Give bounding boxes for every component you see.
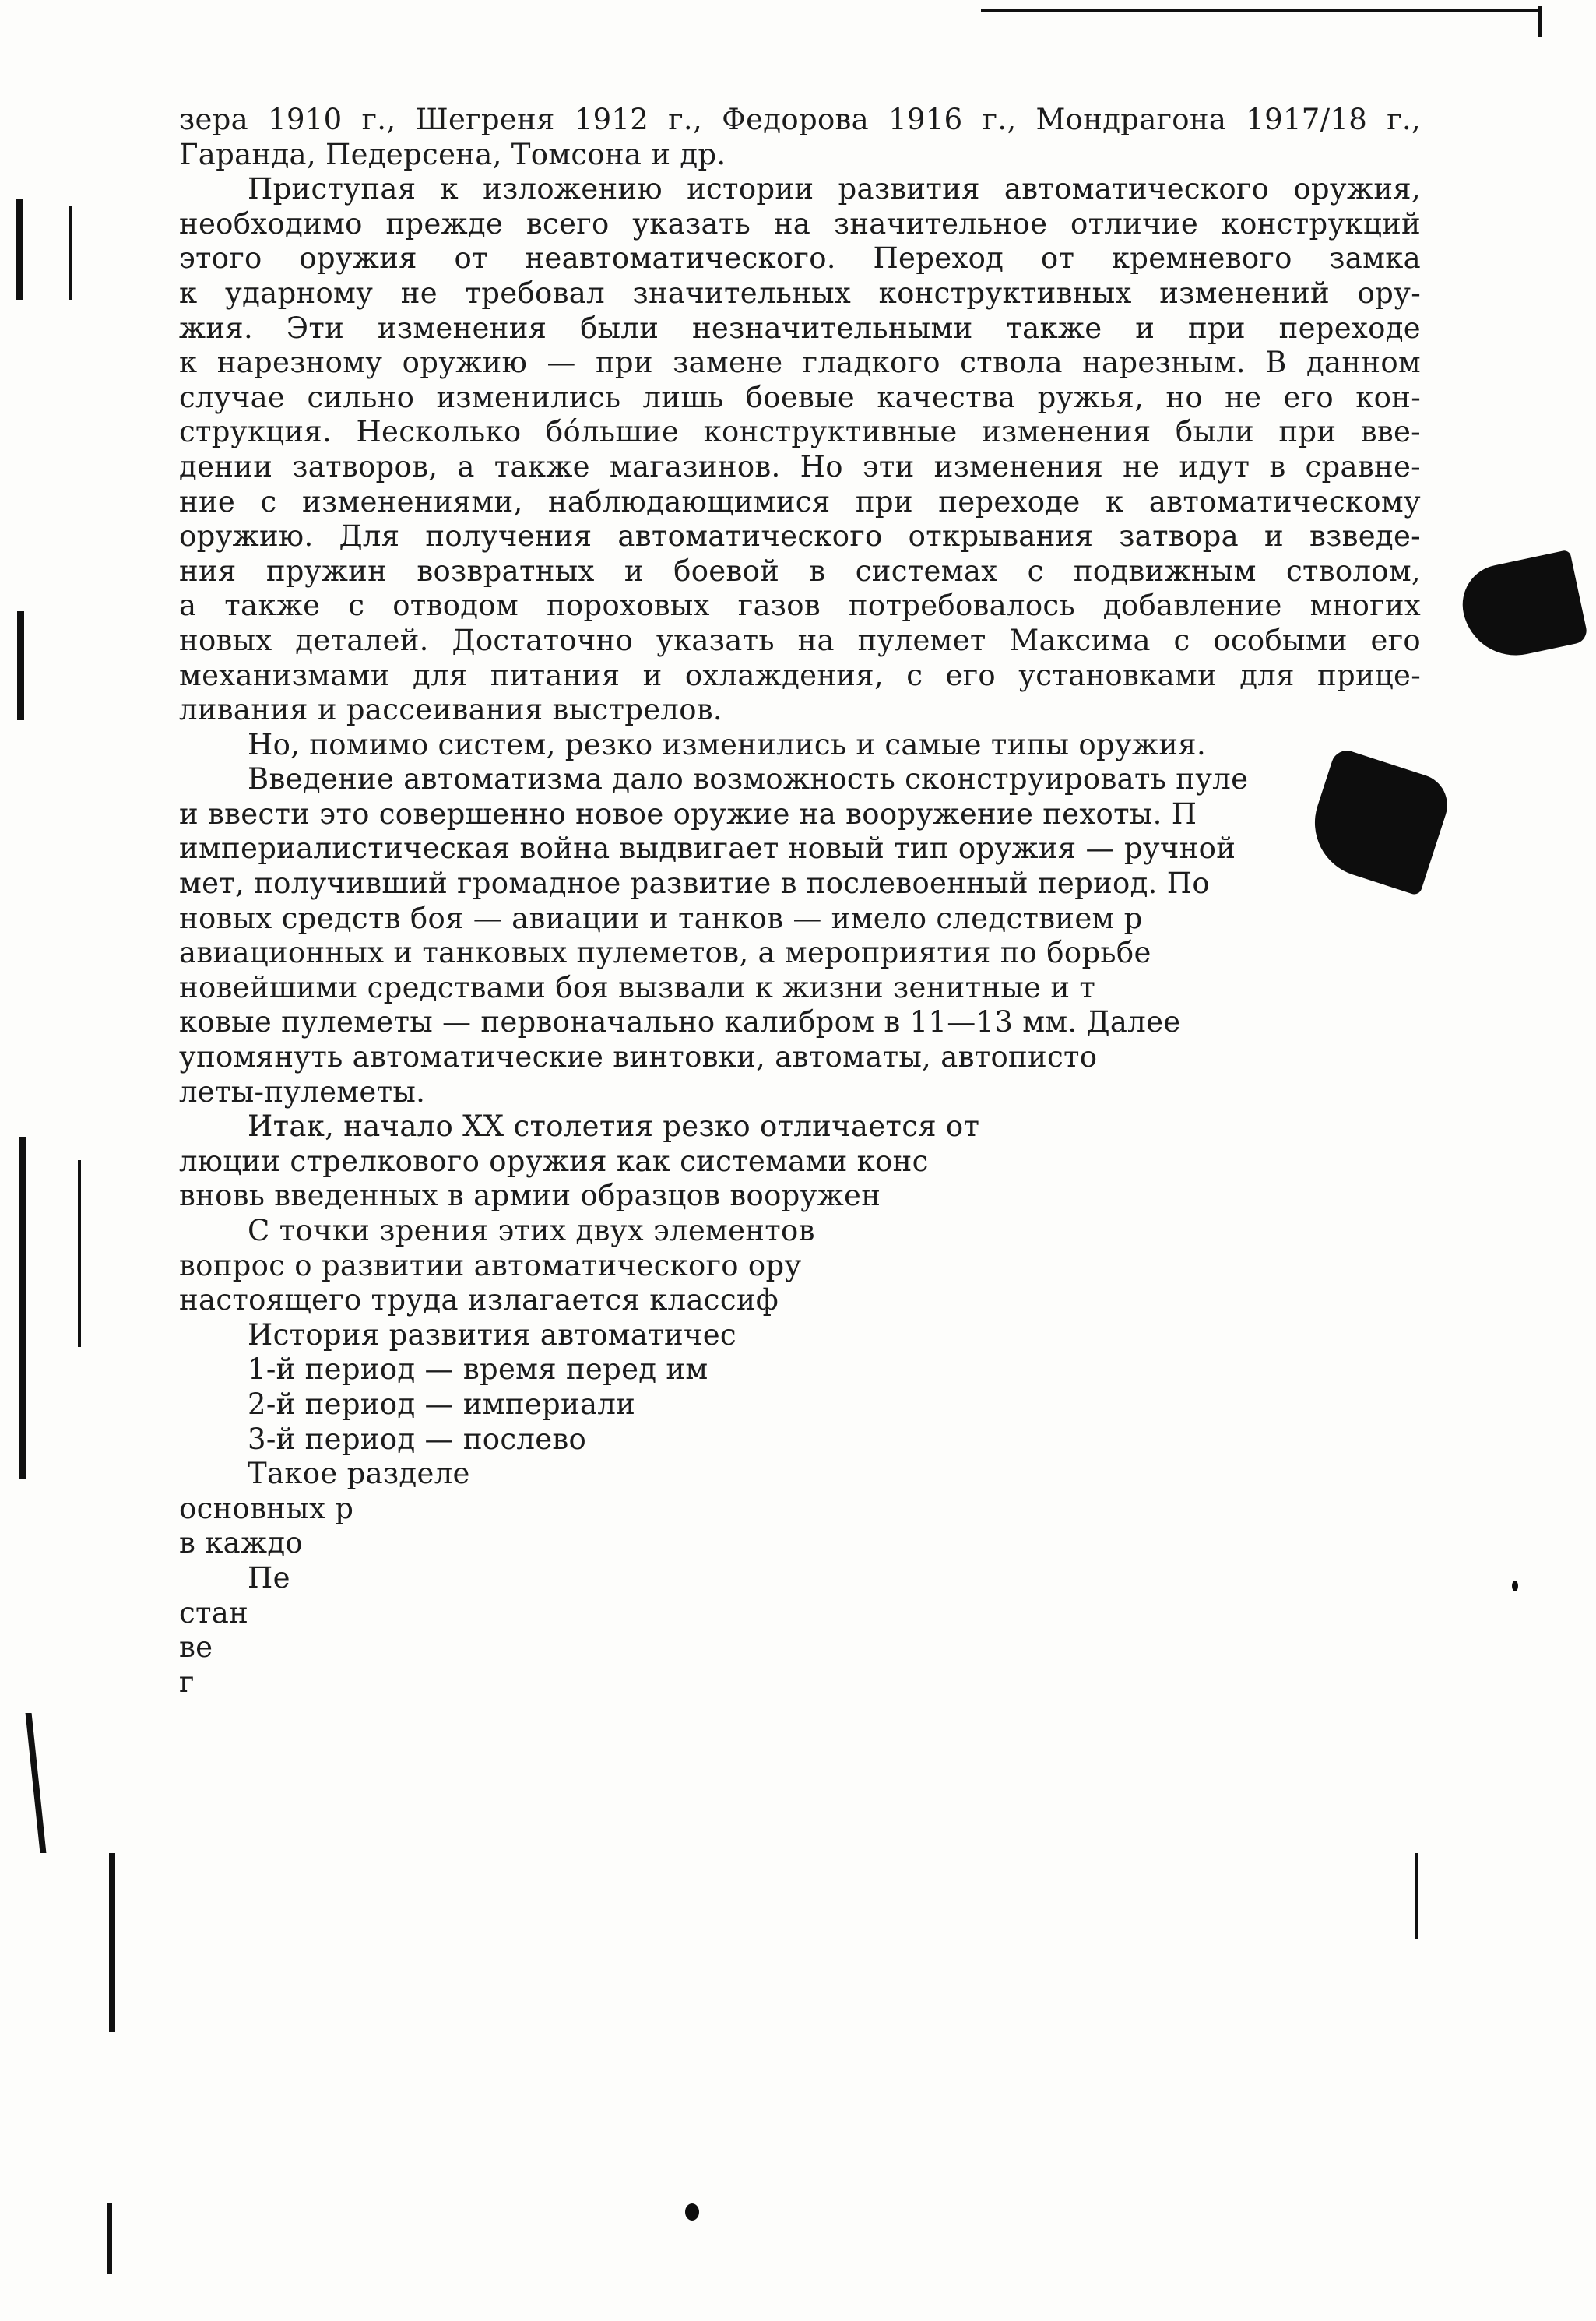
text-line: Пе [248,1560,290,1595]
text-line: ве [179,1630,213,1665]
text-line: ковые пулеметы — первоначально калибром в 11—13 мм. Далее [179,1005,1181,1039]
text-line: упомянуть автоматические винтовки, автоматы, автописто [179,1040,1098,1074]
text-line: новых средств боя — авиации и танков — имело следствием р [179,901,1143,935]
left-margin-mark [78,1160,81,1347]
text-line: мет, получивший громадное развитие в послевоенный период. По [179,867,1210,901]
text-line: Но, помимо систем, резко изменились и самые типы оружия. [248,727,1207,761]
text-line: История развития автоматичес [248,1317,736,1352]
text-line: а также с отводом пороховых газов потребовалось добавление многих [179,589,1421,623]
text-line: Такое разделе [248,1457,470,1491]
text-line: к ударному не требовал значительных конструктивных изменений ору- [179,276,1421,310]
text-line: настоящего труда излагается классиф [179,1283,779,1317]
text-line: авиационных и танковых пулеметов, а мероприятия по борьбе [179,936,1151,970]
text-line: новых деталей. Достаточно указать на пулемет Максима с особыми его [179,623,1421,657]
text-line: люции стрелкового оружия как системами конс [179,1144,929,1178]
text-line: ния пружин возвратных и боевой в системах с подвижным стволом, [179,554,1421,588]
left-margin-mark [16,199,23,300]
text-line: дении затворов, а также магазинов. Но эти изменения не идут в сравне- [179,449,1421,484]
text-line: Введение автоматизма дало возможность сконструировать пуле [248,762,1249,797]
left-margin-mark [17,611,24,720]
ink-blot [1455,550,1589,666]
text-line: этого оружия от неавтоматического. Переход от кремневого замка [179,241,1421,276]
text-line: оружию. Для получения автоматического открывания затвора и взведе- [179,519,1421,554]
page-body-text [179,103,1421,1700]
text-line: и ввести это совершенно новое оружие на вооружение пехоты. П [179,797,1197,831]
text-line: ливания и рассеивания выстрелов. [179,693,722,727]
text-line: 1-й период — время перед им [248,1352,708,1387]
text-line: новейшими средствами боя вызвали к жизни зенитные и т [179,970,1096,1004]
ink-dot [1512,1581,1518,1591]
left-margin-mark [26,1713,47,1853]
text-line: империалистическая война выдвигает новый тип оружия — ручной [179,832,1236,866]
text-line: 3-й период — послево [248,1422,587,1456]
left-margin-mark [69,206,72,300]
left-margin-mark [19,1137,26,1479]
text-line: С точки зрения этих двух элементов [248,1214,815,1247]
text-line: основных р [179,1491,354,1525]
left-margin-mark [109,1853,115,2032]
top-right-corner-mark [1538,6,1542,37]
text-line: Приступая к изложению истории развития автоматического оружия, [248,172,1421,206]
text-line: жия. Эти изменения были незначительными также и при переходе [179,311,1421,345]
text-line: к нарезному оружию — при замене гладкого ствола нарезным. В данном [179,346,1421,380]
text-line: случае сильно изменились лишь боевые качества ружья, но не его кон- [179,380,1421,414]
text-line: леты-пулеметы. [179,1074,426,1109]
text-line: г [179,1665,195,1699]
left-margin-mark [107,2203,112,2274]
text-line: Гаранда, Педерсена, Томсона и др. [179,137,726,171]
text-line: ние с изменениями, наблюдающимися при переходе к автоматическому [179,484,1421,519]
text-line: зера 1910 г., Шегреня 1912 г., Федорова 1916 г., Мондрагона 1917/18 г., [179,103,1421,136]
right-margin-mark [1415,1853,1418,1939]
text-line: Итак, начало XX столетия резко отличается от [248,1110,980,1144]
text-line: необходимо прежде всего указать на значительное отличие конструкций [179,206,1421,241]
ink-dot [685,2203,699,2221]
text-line: 2-й период — империали [248,1387,636,1421]
text-line: струкция. Несколько бо́льшие конструктивные изменения были при вве- [179,415,1421,449]
text-line: в каждо [179,1526,303,1560]
top-edge-line [981,9,1542,12]
text-line: вопрос о развитии автоматического ору [179,1248,802,1282]
text-line: механизмами для питания и охлаждения, с его установками для прице- [179,658,1421,692]
text-line: вновь введенных в армии образцов вооружен [179,1179,881,1213]
text-line: стан [179,1595,249,1630]
